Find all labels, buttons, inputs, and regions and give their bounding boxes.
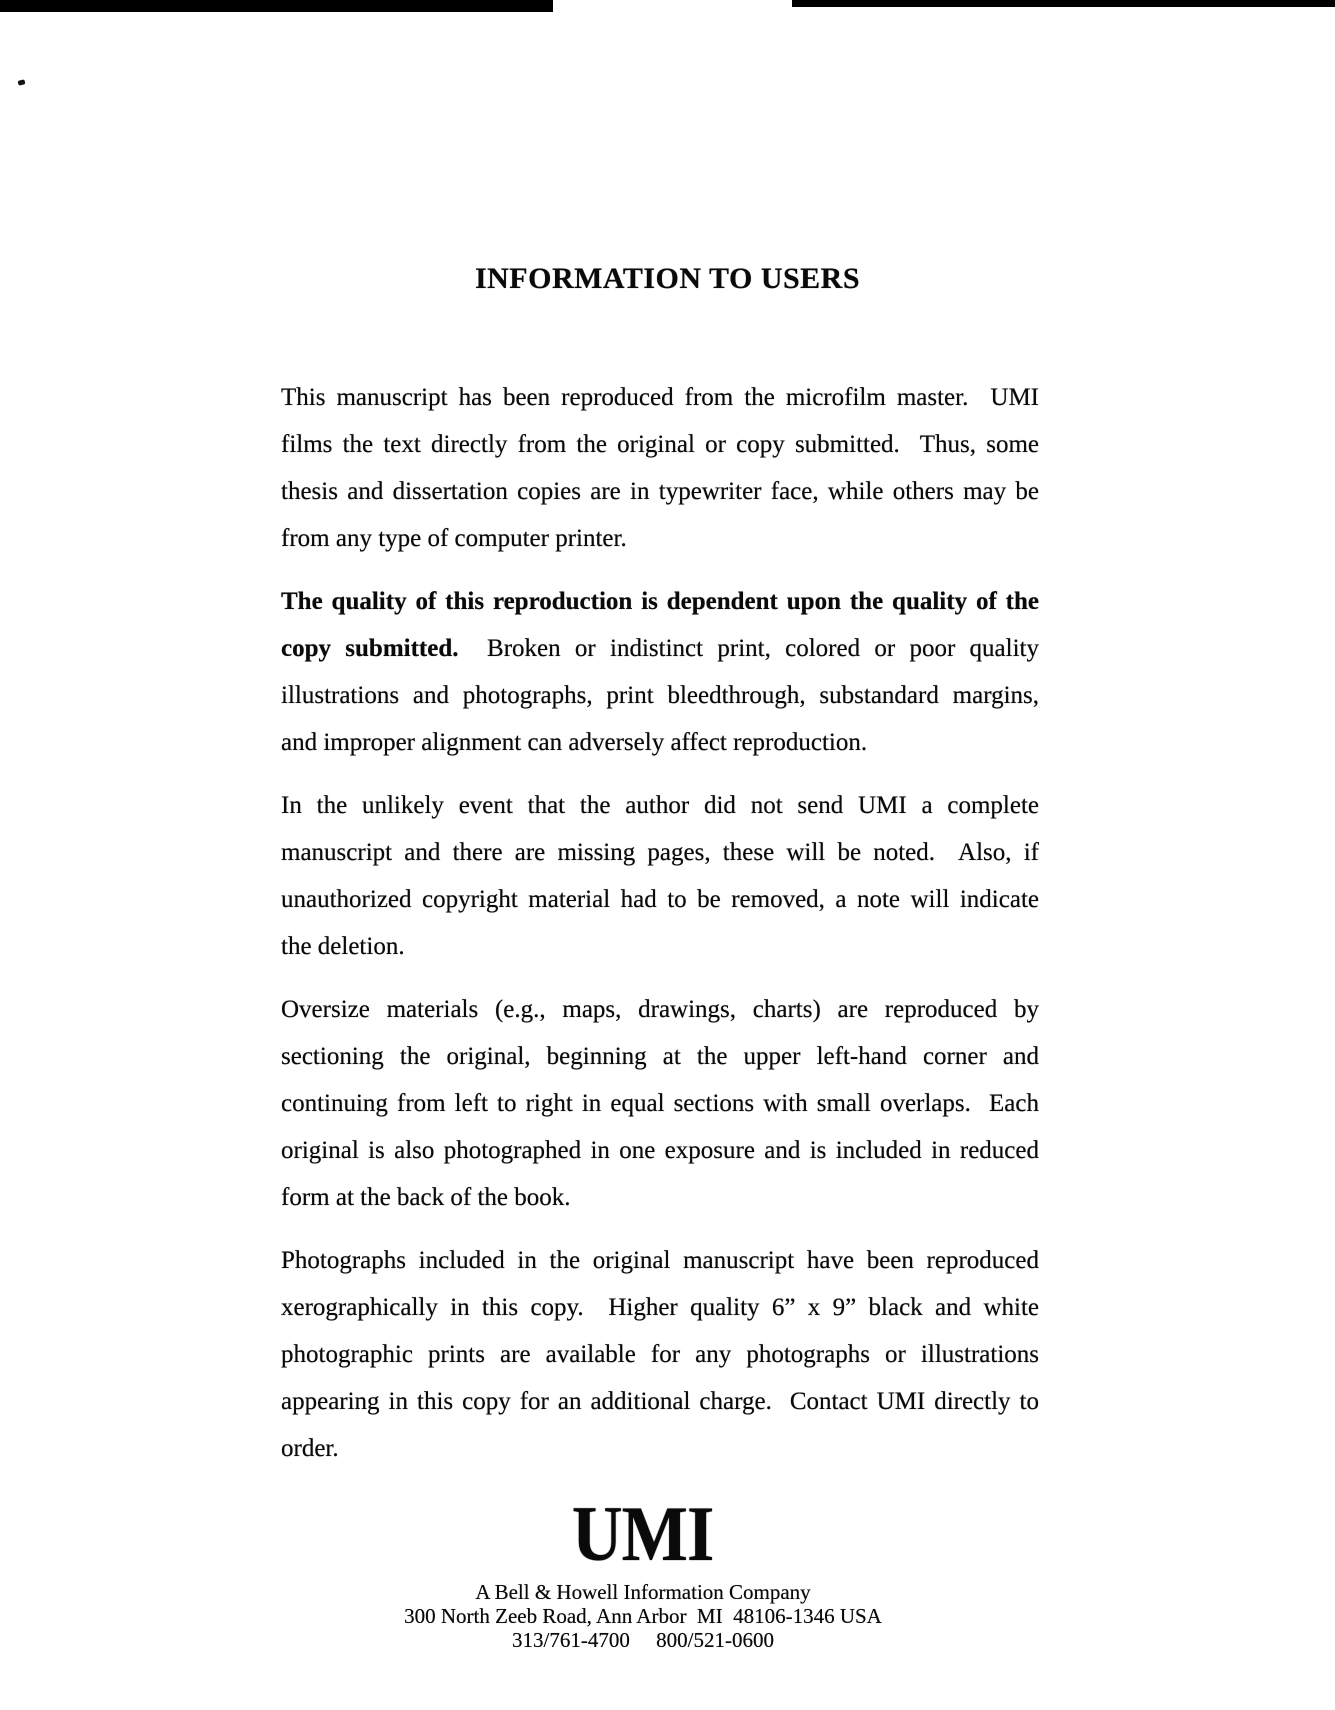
paragraph-line: sectioning the original, beginning at the upper left-hand corner and [281,1043,1039,1070]
paragraph [281,374,1039,562]
paragraph-line: and improper alignment can adversely affect reproduction. [281,729,868,756]
footer-company: A Bell & Howell Information Company [475,1580,811,1604]
paragraph-line: illustrations and photographs, print bleedthrough, substandard margins, [281,682,1039,709]
scan-artifact-top-left-bar [0,0,553,12]
paragraph-line: xerographically in this copy. Higher quality 6” x 9” black and white [281,1294,1039,1321]
paragraph [281,986,1039,1221]
paragraph-line: In the unlikely event that the author did not send UMI a complete [281,792,1039,819]
paragraph-line: films the text directly from the original or copy submitted. Thus, some [281,431,1039,458]
paragraph-line: The quality of this reproduction is dependent upon the quality of the [281,588,1039,615]
paragraph [281,782,1039,970]
footer-address: 300 North Zeeb Road, Ann Arbor MI 48106-1346 USA [404,1604,882,1628]
paragraph-line: the deletion. [281,933,405,960]
body-text [281,374,1039,1488]
scan-artifact-top-right-bar [792,0,1335,7]
umi-logo: UMI [572,1490,714,1577]
paragraph-line: form at the back of the book. [281,1184,571,1211]
paragraph [281,1237,1039,1472]
paragraph-line: Photographs included in the original manuscript have been reproduced [281,1247,1039,1274]
page-title: INFORMATION TO USERS [474,262,861,295]
paragraph-line: photographic prints are available for any photographs or illustrations [281,1341,1039,1368]
paragraph-line: thesis and dissertation copies are in typewriter face, while others may be [281,478,1039,505]
paragraph-line: unauthorized copyright material had to be removed, a note will indicate [281,886,1039,913]
paragraph-line: order. [281,1435,339,1462]
paragraph-line: appearing in this copy for an additional charge. Contact UMI directly to [281,1388,1039,1415]
paragraph-line: continuing from left to right in equal sections with small overlaps. Each [281,1090,1039,1117]
footer-phones: 313/761-4700 800/521-0600 [512,1628,774,1652]
paragraph-line: manuscript and there are missing pages, these will be noted. Also, if [281,839,1039,866]
paragraph-line: original is also photographed in one exposure and is included in reduced [281,1137,1039,1164]
paragraph-line: copy submitted. Broken or indistinct print, colored or poor quality [281,635,1039,662]
paragraph [281,578,1039,766]
paragraph-line: from any type of computer printer. [281,525,627,552]
scan-artifact-ink-speck [17,79,25,86]
paragraph-line: Oversize materials (e.g., maps, drawings, charts) are reproduced by [281,996,1039,1023]
paragraph-line: This manuscript has been reproduced from the microfilm master. UMI [281,384,1039,411]
footer [0,1490,1286,1652]
